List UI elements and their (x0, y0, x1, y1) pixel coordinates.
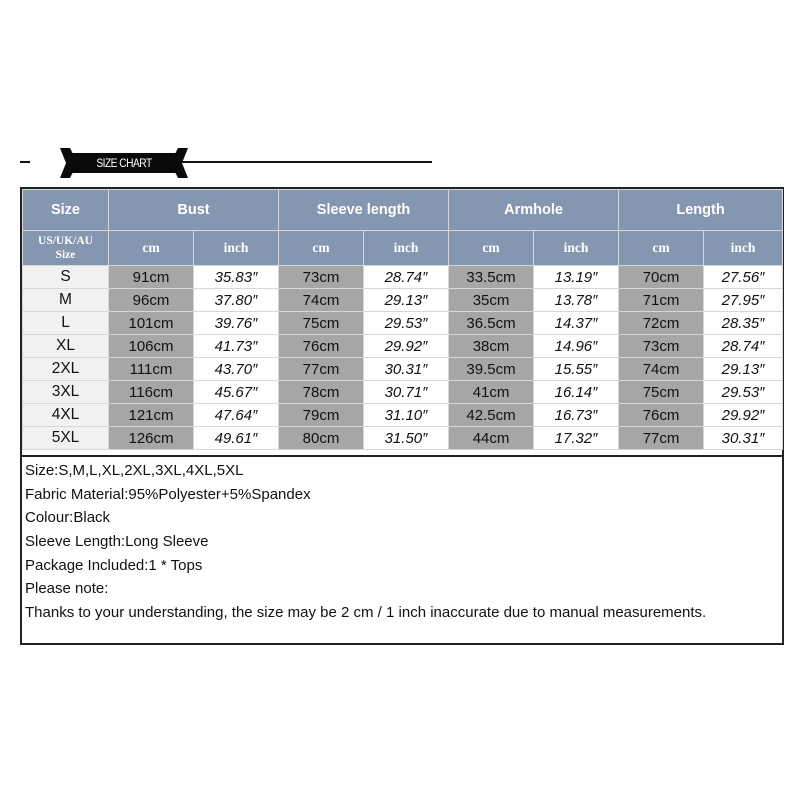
table-row (23, 404, 783, 427)
sleeve-cm-cell: 79cm (279, 404, 364, 427)
unit-inch: inch (364, 231, 449, 266)
unit-inch: inch (534, 231, 619, 266)
armhole-inch-cell: 16.73″ (534, 404, 619, 427)
sleeve-cm-cell: 73cm (279, 266, 364, 289)
length-cm-cell: 76cm (619, 404, 704, 427)
length-cm-cell: 77cm (619, 427, 704, 450)
sleeve-inch-cell: 30.31″ (364, 358, 449, 381)
sleeve-cm-cell: 75cm (279, 312, 364, 335)
length-cm-cell: 72cm (619, 312, 704, 335)
armhole-inch-cell: 17.32″ (534, 427, 619, 450)
unit-header-row (23, 231, 783, 266)
length-inch-cell: 30.31″ (704, 427, 783, 450)
bust-cm-cell: 116cm (109, 381, 194, 404)
sleeve-cm-cell: 76cm (279, 335, 364, 358)
bust-inch-cell: 47.64″ (194, 404, 279, 427)
header-rule (182, 161, 432, 163)
table-row (23, 358, 783, 381)
sleeve-inch-cell: 31.50″ (364, 427, 449, 450)
note-measurement-disclaimer: Thanks to your understanding, the size may be 2 cm / 1 inch inaccurate due to manual measurements. (25, 604, 707, 622)
sleeve-inch-cell: 29.92″ (364, 335, 449, 358)
note-please-note: Please note: (25, 580, 109, 598)
length-inch-cell: 27.56″ (704, 266, 783, 289)
length-cm-cell: 73cm (619, 335, 704, 358)
bust-inch-cell: 37.80″ (194, 289, 279, 312)
note-sizes: Size:S,M,L,XL,2XL,3XL,4XL,5XL (25, 462, 244, 479)
table-row (23, 289, 783, 312)
table-row (23, 312, 783, 335)
bust-cm-cell: 91cm (109, 266, 194, 289)
unit-cm: cm (279, 231, 364, 266)
armhole-inch-cell: 13.78″ (534, 289, 619, 312)
length-inch-cell: 28.74″ (704, 335, 783, 358)
table-row (23, 266, 783, 289)
note-package: Package Included:1 * Tops (25, 556, 203, 574)
armhole-cm-cell: 41cm (449, 381, 534, 404)
header-bust: Bust (109, 190, 279, 231)
sleeve-cm-cell: 74cm (279, 289, 364, 312)
size-cell: M (23, 289, 109, 312)
bust-cm-cell: 111cm (109, 358, 194, 381)
bust-inch-cell: 43.70″ (194, 358, 279, 381)
bust-inch-cell: 41.73″ (194, 335, 279, 358)
size-cell: 4XL (23, 404, 109, 427)
unit-inch: inch (704, 231, 783, 266)
length-inch-cell: 28.35″ (704, 312, 783, 335)
table-row (23, 381, 783, 404)
bust-inch-cell: 45.67″ (194, 381, 279, 404)
header-sleeve-length: Sleeve length (279, 190, 449, 231)
size-cell: L (23, 312, 109, 335)
armhole-inch-cell: 15.55″ (534, 358, 619, 381)
bust-cm-cell: 96cm (109, 289, 194, 312)
sleeve-inch-cell: 28.74″ (364, 266, 449, 289)
armhole-inch-cell: 16.14″ (534, 381, 619, 404)
length-inch-cell: 29.13″ (704, 358, 783, 381)
size-chart-header (20, 146, 420, 180)
header-length: Length (619, 190, 783, 231)
armhole-cm-cell: 35cm (449, 289, 534, 312)
unit-cm: cm (449, 231, 534, 266)
sleeve-inch-cell: 30.71″ (364, 381, 449, 404)
group-header-row (23, 190, 783, 231)
header-size: Size (23, 190, 109, 231)
header-region-size (23, 231, 109, 266)
note-sleeve-length: Sleeve Length:Long Sleeve (25, 533, 209, 551)
note-fabric: Fabric Material:95%Polyester+5%Spandex (25, 485, 311, 503)
armhole-cm-cell: 42.5cm (449, 404, 534, 427)
header-dash (20, 161, 30, 163)
armhole-inch-cell: 14.37″ (534, 312, 619, 335)
armhole-cm-cell: 36.5cm (449, 312, 534, 335)
size-cell: 3XL (23, 381, 109, 404)
armhole-cm-cell: 33.5cm (449, 266, 534, 289)
region-label: US/UK/AU (38, 235, 93, 247)
note-colour: Colour:Black (25, 509, 111, 527)
length-inch-cell: 29.53″ (704, 381, 783, 404)
unit-cm: cm (619, 231, 704, 266)
bust-inch-cell: 39.76″ (194, 312, 279, 335)
length-cm-cell: 74cm (619, 358, 704, 381)
sleeve-cm-cell: 77cm (279, 358, 364, 381)
bust-cm-cell: 121cm (109, 404, 194, 427)
length-cm-cell: 70cm (619, 266, 704, 289)
bust-cm-cell: 106cm (109, 335, 194, 358)
armhole-inch-cell: 13.19″ (534, 266, 619, 289)
size-chart-panel (20, 187, 784, 645)
size-label: Size (55, 249, 76, 261)
product-notes (22, 455, 782, 625)
bust-inch-cell: 35.83″ (194, 266, 279, 289)
size-rows (23, 266, 783, 450)
sleeve-inch-cell: 29.53″ (364, 312, 449, 335)
size-cell: XL (23, 335, 109, 358)
length-inch-cell: 29.92″ (704, 404, 783, 427)
unit-inch: inch (194, 231, 279, 266)
armhole-cm-cell: 44cm (449, 427, 534, 450)
armhole-inch-cell: 14.96″ (534, 335, 619, 358)
bust-inch-cell: 49.61″ (194, 427, 279, 450)
table-row (23, 427, 783, 450)
armhole-cm-cell: 38cm (449, 335, 534, 358)
size-cell: 5XL (23, 427, 109, 450)
size-chart-banner (60, 148, 188, 178)
size-table (22, 189, 783, 450)
armhole-cm-cell: 39.5cm (449, 358, 534, 381)
sleeve-inch-cell: 31.10″ (364, 404, 449, 427)
length-cm-cell: 75cm (619, 381, 704, 404)
bust-cm-cell: 101cm (109, 312, 194, 335)
banner-title: SIZE CHART (96, 156, 152, 170)
bust-cm-cell: 126cm (109, 427, 194, 450)
size-cell: 2XL (23, 358, 109, 381)
sleeve-cm-cell: 80cm (279, 427, 364, 450)
unit-cm: cm (109, 231, 194, 266)
size-cell: S (23, 266, 109, 289)
length-cm-cell: 71cm (619, 289, 704, 312)
sleeve-inch-cell: 29.13″ (364, 289, 449, 312)
table-row (23, 335, 783, 358)
header-armhole: Armhole (449, 190, 619, 231)
sleeve-cm-cell: 78cm (279, 381, 364, 404)
length-inch-cell: 27.95″ (704, 289, 783, 312)
